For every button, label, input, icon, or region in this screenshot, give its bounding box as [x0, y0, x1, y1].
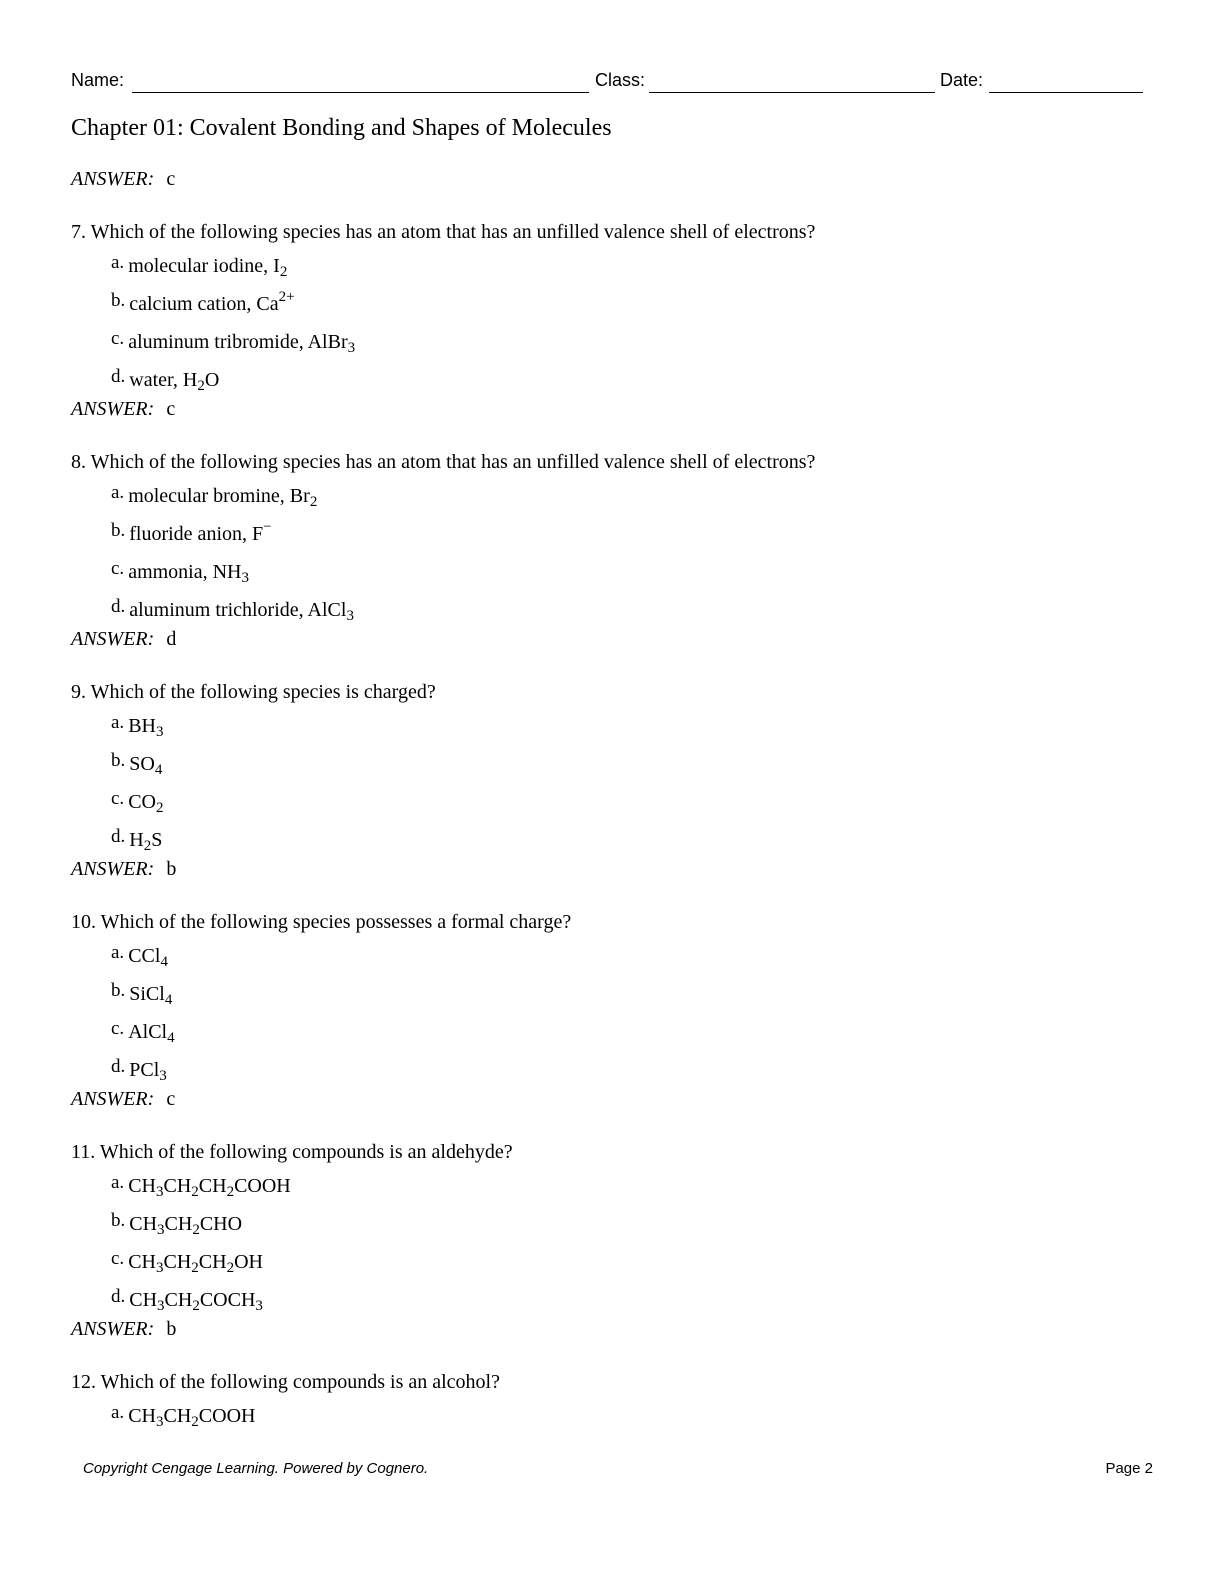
formula-text: CH — [163, 1175, 192, 1197]
formula-text: CH — [164, 1289, 193, 1311]
formula-subscript: 2 — [192, 1298, 200, 1314]
formula-subscript: 2 — [191, 1260, 199, 1276]
page-number: Page 2 — [1105, 1460, 1153, 1477]
answer-option — [111, 713, 1151, 751]
option-letter: a. — [111, 1172, 125, 1193]
answer-line — [71, 626, 1151, 652]
formula-text: COOH — [234, 1175, 291, 1197]
formula-text: CH — [128, 1405, 156, 1427]
chapter-title: Chapter 01: Covalent Bonding and Shapes of Molecules — [71, 115, 612, 141]
copyright-text: Copyright Cengage Learning. Powered by Cognero. — [83, 1460, 429, 1477]
answer-label: ANSWER: — [71, 1318, 155, 1340]
answer-value: b — [166, 858, 177, 880]
option-letter: b. — [111, 290, 126, 311]
answer-option — [111, 943, 1151, 981]
class-field-line — [649, 92, 935, 93]
answer-label: ANSWER: — [71, 398, 155, 420]
formula-subscript: 2 — [226, 1184, 235, 1200]
date-label: Date: — [940, 70, 984, 90]
answer-option — [111, 981, 1151, 1019]
option-letter: d. — [111, 596, 126, 617]
option-letter: d. — [111, 1056, 126, 1077]
option-letter: c. — [111, 1018, 125, 1039]
formula-subscript: 2 — [226, 1260, 235, 1276]
option-text: PCl — [129, 1059, 160, 1081]
formula-subscript: 3 — [346, 608, 354, 624]
answer-option — [111, 559, 1151, 597]
answer-option — [111, 1173, 1151, 1211]
answer-option — [111, 1403, 1151, 1441]
answer-line — [71, 856, 1151, 882]
option-letter: c. — [111, 328, 125, 349]
answer-option — [111, 789, 1151, 827]
option-letter: d. — [111, 1286, 126, 1307]
answer-label: ANSWER: — [71, 858, 155, 880]
answer-value: b — [166, 1318, 177, 1340]
option-text: SiCl — [129, 983, 165, 1005]
option-letter: c. — [111, 788, 125, 809]
name-field-line — [132, 92, 589, 93]
class-label: Class: — [595, 70, 646, 90]
formula-text: CH — [129, 1213, 158, 1235]
formula-text: CH — [164, 1213, 193, 1235]
answer-line — [71, 166, 1151, 192]
answer-line — [71, 396, 1151, 422]
option-text: CO — [128, 791, 156, 813]
formula-superscript: 2+ — [278, 289, 295, 305]
formula-text: CH — [163, 1251, 192, 1273]
option-letter: a. — [111, 482, 125, 503]
formula-text: CH — [163, 1405, 192, 1427]
answer-option — [111, 1249, 1151, 1287]
question-list — [71, 166, 1151, 1441]
answer-option — [111, 253, 1151, 291]
formula-subscript: 4 — [167, 1030, 175, 1046]
answer-label: ANSWER: — [71, 1088, 155, 1110]
question-stem: 12. Which of the following compounds is an alcohol? — [71, 1371, 500, 1393]
option-text: fluoride anion, F — [129, 523, 264, 545]
formula-text: COCH — [199, 1289, 256, 1311]
answer-option — [111, 291, 1151, 329]
formula-subscript: 3 — [155, 1184, 164, 1200]
option-text: water, H — [129, 369, 198, 391]
formula-text: CH — [128, 1251, 156, 1273]
formula-subscript: 3 — [157, 1298, 165, 1314]
answer-value: c — [166, 1088, 176, 1110]
formula-subscript: 3 — [155, 1414, 164, 1430]
formula-subscript: 4 — [154, 762, 163, 778]
option-text: H — [129, 829, 144, 851]
answer-line — [71, 1086, 1151, 1112]
answer-value: c — [166, 168, 176, 190]
answer-label: ANSWER: — [71, 628, 155, 650]
option-letter: b. — [111, 1210, 126, 1231]
question-stem: 10. Which of the following species possesses a formal charge? — [71, 911, 572, 933]
formula-subscript: 2 — [155, 800, 164, 816]
formula-text: CH — [198, 1175, 227, 1197]
answer-option — [111, 751, 1151, 789]
formula-text: CH — [128, 1175, 156, 1197]
question-stem: 8. Which of the following species has an atom that has an unfilled valence shell of electrons? — [71, 451, 816, 473]
option-text: aluminum trichloride, AlCl — [129, 599, 347, 621]
formula-subscript: 3 — [347, 340, 356, 356]
option-text: molecular iodine, I — [128, 255, 280, 277]
formula-text: S — [151, 829, 163, 851]
formula-subscript: 2 — [191, 1414, 199, 1430]
formula-subscript: 4 — [160, 954, 168, 970]
option-text: CCl — [128, 945, 161, 967]
formula-subscript: 2 — [191, 1184, 199, 1200]
option-text: BH — [128, 715, 156, 737]
question-stem: 11. Which of the following compounds is an aldehyde? — [71, 1141, 513, 1163]
formula-text: OH — [234, 1251, 263, 1273]
option-letter: d. — [111, 826, 126, 847]
option-letter: c. — [111, 558, 125, 579]
formula-text: O — [204, 369, 220, 391]
option-text: SO — [129, 753, 155, 775]
option-text: aluminum tribromide, AlBr — [128, 331, 348, 353]
formula-text: COOH — [198, 1405, 256, 1427]
option-letter: b. — [111, 980, 126, 1001]
answer-value: d — [166, 628, 177, 650]
answer-option — [111, 521, 1151, 559]
date-field-line — [989, 92, 1143, 93]
formula-subscript: 2 — [279, 264, 288, 280]
formula-subscript: 3 — [155, 724, 164, 740]
formula-subscript: 4 — [164, 992, 173, 1008]
option-letter: a. — [111, 942, 125, 963]
option-letter: b. — [111, 750, 126, 771]
question-stem: 7. Which of the following species has an atom that has an unfilled valence shell of electrons? — [71, 221, 816, 243]
worksheet-header — [71, 70, 1143, 100]
answer-line — [71, 1316, 1151, 1342]
answer-option — [111, 329, 1151, 367]
formula-subscript: 2 — [197, 378, 205, 394]
name-label: Name: — [71, 70, 125, 90]
option-text: calcium cation, Ca — [129, 293, 279, 315]
option-letter: a. — [111, 712, 125, 733]
formula-subscript: 2 — [192, 1222, 200, 1238]
option-text: AlCl — [128, 1021, 168, 1043]
formula-subscript: 2 — [309, 494, 318, 510]
formula-text: CH — [129, 1289, 158, 1311]
formula-text: CH — [198, 1251, 227, 1273]
formula-subscript: 3 — [159, 1068, 167, 1084]
answer-option — [111, 1019, 1151, 1057]
formula-superscript: − — [263, 519, 272, 535]
formula-text: CHO — [199, 1213, 243, 1235]
question-stem: 9. Which of the following species is charged? — [71, 681, 436, 703]
option-letter: d. — [111, 366, 126, 387]
formula-subscript: 3 — [255, 1298, 263, 1314]
option-text: molecular bromine, Br — [128, 485, 310, 507]
formula-subscript: 2 — [143, 838, 152, 854]
option-letter: b. — [111, 520, 126, 541]
formula-subscript: 3 — [241, 570, 249, 586]
answer-label: ANSWER: — [71, 168, 155, 190]
formula-subscript: 3 — [157, 1222, 165, 1238]
answer-option — [111, 1211, 1151, 1249]
answer-option — [111, 483, 1151, 521]
option-letter: a. — [111, 252, 125, 273]
option-letter: a. — [111, 1402, 125, 1423]
option-text: ammonia, NH — [128, 561, 242, 583]
formula-subscript: 3 — [155, 1260, 164, 1276]
option-letter: c. — [111, 1248, 125, 1269]
answer-value: c — [166, 398, 176, 420]
